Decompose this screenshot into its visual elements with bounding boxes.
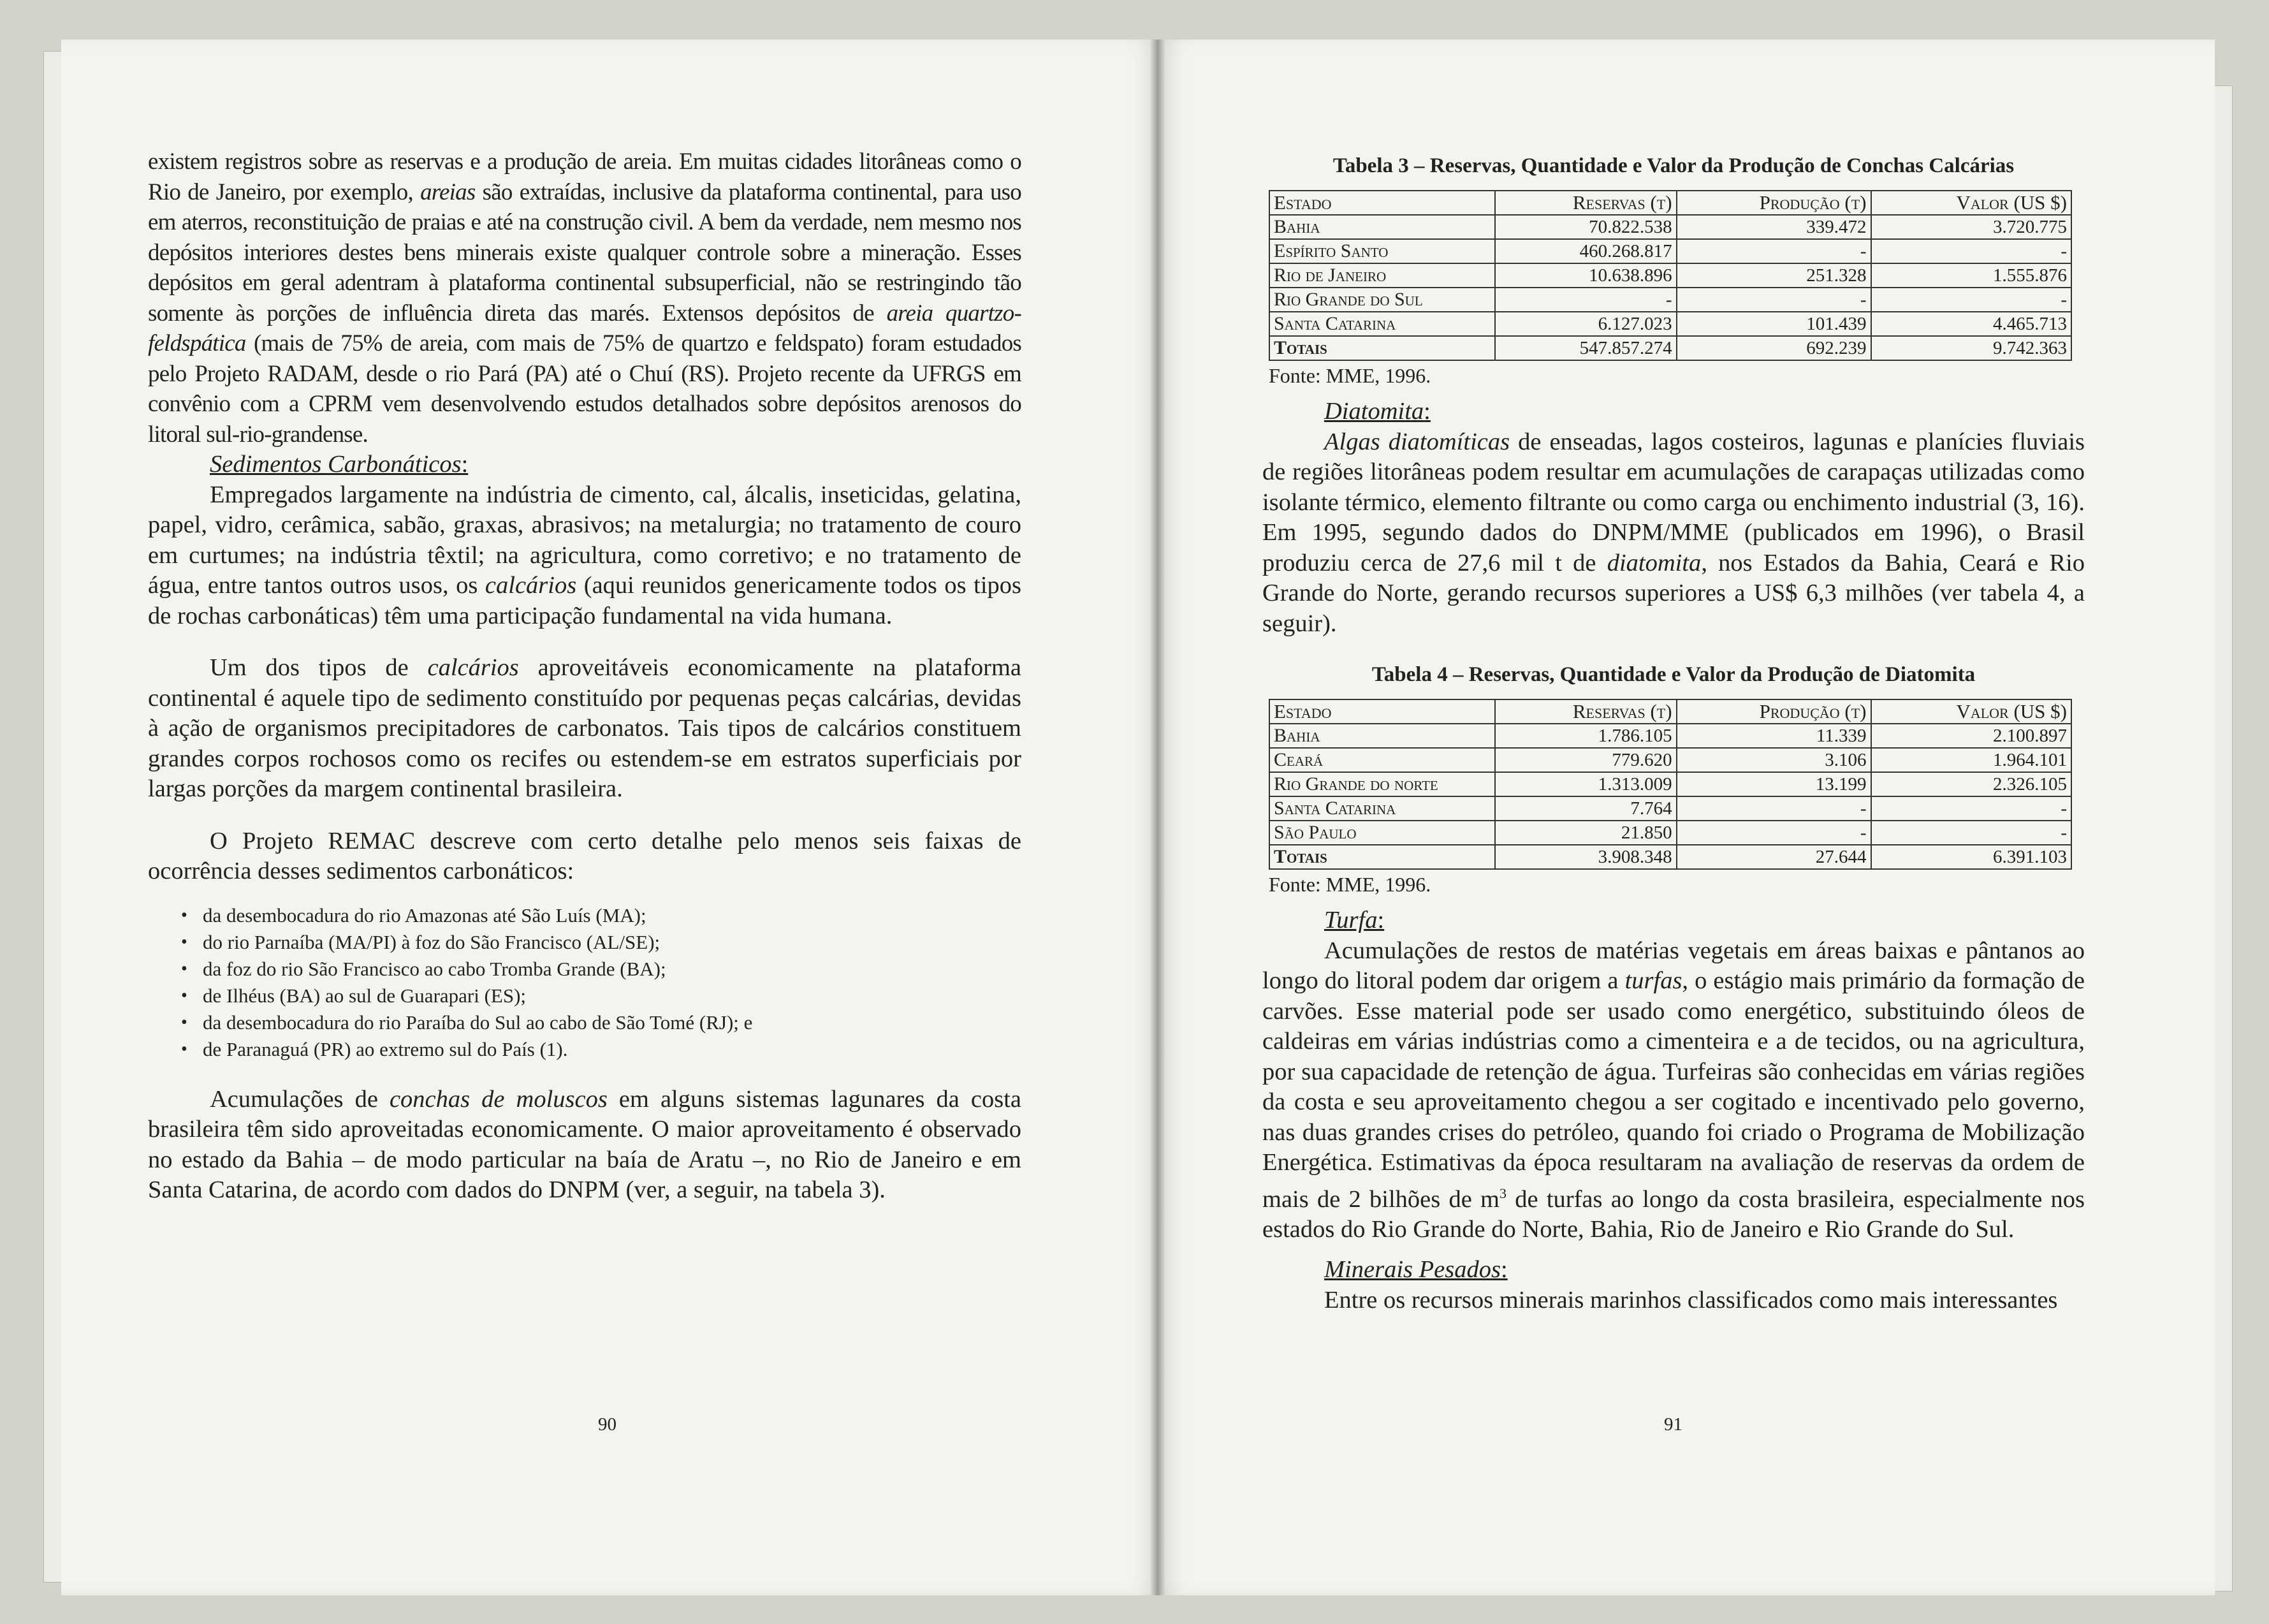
paragraph-minerais: Entre os recursos minerais marinhos classificados como mais interessantes bbox=[1324, 1286, 2058, 1313]
table-cell: - bbox=[1871, 796, 2072, 821]
table-cell: 9.742.363 bbox=[1871, 336, 2072, 360]
table-cell: 251.328 bbox=[1677, 263, 1871, 288]
heading-text: Sedimentos Carbonáticos bbox=[210, 451, 462, 478]
table-cell: 27.644 bbox=[1677, 845, 1871, 869]
text: são extraídas, inclusive da plataforma continental, para uso em aterros, reconstituição de praias e até na construção civil. A bem da verdade, nem mesmo nos depósitos interiores destes bens minerais existe qualquer controle sobre a mineração. Esses depósitos em geral adentram à plataforma continental subsuperficial, não se restringindo tão somente às porções de influência direta das marés. Extensos depósitos de bbox=[148, 179, 1021, 326]
paragraph-conchas bbox=[148, 1085, 1021, 1206]
text: existem registros sobre as reservas e a produção de areia. Em muitas cidades litorâneas como o Rio de Janeiro, por exemplo, bbox=[148, 149, 1021, 205]
text: Empregados largamente na indústria de cimento, cal, álcalis, inseticidas, gelatina, papel, vidro, cerâmica, sabão, graxas, abrasivos; na metalurgia; no tratamento de couro em curtumes; na indústria têxtil; na agricultura, como corretivo; e no tratamento de água, entre tantos outros usos, os bbox=[148, 481, 1021, 599]
list-item bbox=[148, 983, 1021, 1009]
table-cell: Santa Catarina bbox=[1269, 312, 1495, 336]
table-cell: Espírito Santo bbox=[1269, 239, 1495, 263]
column-header: Estado bbox=[1269, 699, 1495, 724]
table-cell: 1.555.876 bbox=[1871, 263, 2072, 288]
table4-diatomita bbox=[1269, 699, 2072, 870]
paragraph-diatomita bbox=[1262, 427, 2085, 640]
heading-colon: : bbox=[1377, 907, 1385, 933]
table-cell: Rio Grande do Sul bbox=[1269, 288, 1495, 312]
italic-term: calcários bbox=[485, 572, 577, 599]
table-cell: Ceará bbox=[1269, 748, 1495, 772]
table-cell: 3.908.348 bbox=[1495, 845, 1677, 869]
table-cell: - bbox=[1871, 821, 2072, 845]
italic-term: conchas de moluscos bbox=[389, 1085, 608, 1113]
table-cell: 2.326.105 bbox=[1871, 772, 2072, 796]
page-number-right: 91 bbox=[1664, 1414, 1682, 1435]
list-item-text: da foz do rio São Francisco ao cabo Tromba Grande (BA); bbox=[203, 957, 666, 980]
bullet-icon: • bbox=[181, 1012, 187, 1032]
list-item-text: do rio Parnaíba (MA/PI) à foz do São Francisco (AL/SE); bbox=[203, 930, 660, 953]
table-row bbox=[1269, 239, 2071, 263]
paragraph-empregados bbox=[148, 480, 1021, 632]
superscript: 3 bbox=[1499, 1185, 1507, 1201]
table-cell: - bbox=[1677, 239, 1871, 263]
list-item bbox=[148, 1036, 1021, 1063]
column-header: Produção (t) bbox=[1677, 699, 1871, 724]
table-cell: 1.786.105 bbox=[1495, 724, 1677, 748]
bullet-list-carbonate-zones bbox=[148, 902, 1021, 1063]
table-cell: 21.850 bbox=[1495, 821, 1677, 845]
table-cell: Totais bbox=[1269, 845, 1495, 869]
table3-title: Tabela 3 – Reservas, Quantidade e Valor da Produção de Conchas Calcárias bbox=[1332, 154, 2015, 177]
table-cell: - bbox=[1495, 288, 1677, 312]
text: aproveitáveis economicamente na plataforma continental é aquele tipo de sedimento constituído por pequenas peças calcárias, devidas à ação de organismos precipitadores de carbonatos. Tais tipos de calcários constituem grandes corpos rochosos como os recifes ou estendem-se em estratos superficiais por largas porções da margem continental brasileira. bbox=[148, 654, 1021, 802]
table-row bbox=[1269, 215, 2071, 239]
table-row bbox=[1269, 772, 2071, 796]
list-item-text: da desembocadura do rio Paraíba do Sul ao cabo de São Tomé (RJ); e bbox=[203, 1011, 753, 1034]
bullet-icon: • bbox=[181, 1039, 187, 1059]
paragraph-um-dos-tipos bbox=[148, 653, 1021, 805]
list-item bbox=[148, 902, 1021, 929]
text: de enseadas, lagos costeiros, lagunas e planícies fluviais de regiões litorâneas podem resultar em acumulações de carapaças utilizadas como isolante térmico, elemento filtrante ou como carga ou enchimento industrial (3, 16). Em 1995, segundo dados do DNPM/MME (publicados em 1996), o Brasil produziu cerca de 27,6 mil t de bbox=[1262, 428, 2085, 576]
text: Acumulações de bbox=[210, 1085, 378, 1113]
text: Acumulações de restos de matérias vegetais em áreas baixas e pântanos ao longo do litoral podem dar origem a bbox=[1262, 937, 2085, 994]
list-item bbox=[148, 929, 1021, 956]
table-cell: 11.339 bbox=[1677, 724, 1871, 748]
table-header-row bbox=[1269, 191, 2071, 215]
table-cell: 70.822.538 bbox=[1495, 215, 1677, 239]
right-page-column bbox=[1262, 153, 2085, 1315]
column-header: Produção (t) bbox=[1677, 191, 1871, 215]
bullet-icon: • bbox=[181, 985, 187, 1006]
table-cell: 339.472 bbox=[1677, 215, 1871, 239]
table3-conchas-calcarias bbox=[1269, 190, 2072, 361]
table-cell: Rio Grande do norte bbox=[1269, 772, 1495, 796]
table-cell: - bbox=[1871, 239, 2072, 263]
table-cell: São Paulo bbox=[1269, 821, 1495, 845]
table-cell: 3.106 bbox=[1677, 748, 1871, 772]
table-cell: 692.239 bbox=[1677, 336, 1871, 360]
heading-text: Diatomita bbox=[1324, 398, 1424, 425]
table-cell: - bbox=[1677, 821, 1871, 845]
section-heading-turfa bbox=[1262, 905, 2085, 936]
heading-colon: : bbox=[461, 451, 469, 478]
table-row bbox=[1269, 288, 2071, 312]
table-row bbox=[1269, 263, 2071, 288]
paragraph-intro bbox=[148, 147, 1021, 450]
column-header: Valor (US $) bbox=[1871, 191, 2072, 215]
table-cell: Totais bbox=[1269, 336, 1495, 360]
text: em alguns sistemas lagunares da costa brasileira têm sido aproveitadas economicamente. O maior aproveitamento é observado no estado da Bahia – de modo particular na baía de Aratu –, no Rio de Janeiro e em Santa Catarina, de acordo com dados do DNPM (ver, a seguir, na tabela 3). bbox=[148, 1085, 1022, 1203]
column-header: Reservas (t) bbox=[1495, 191, 1677, 215]
table-cell: Bahia bbox=[1269, 724, 1495, 748]
table-header-row bbox=[1269, 699, 2071, 724]
table-row bbox=[1269, 724, 2071, 748]
column-header: Reservas (t) bbox=[1495, 699, 1677, 724]
table-row bbox=[1269, 821, 2071, 845]
heading-colon: : bbox=[1424, 398, 1431, 425]
table-cell: 13.199 bbox=[1677, 772, 1871, 796]
column-header: Valor (US $) bbox=[1871, 699, 2072, 724]
list-item bbox=[148, 956, 1021, 983]
table-row bbox=[1269, 748, 2071, 772]
table-cell: 779.620 bbox=[1495, 748, 1677, 772]
table-cell: 101.439 bbox=[1677, 312, 1871, 336]
table-cell: 1.964.101 bbox=[1871, 748, 2072, 772]
section-heading-minerais-pesados bbox=[1262, 1255, 2085, 1285]
bullet-icon: • bbox=[181, 958, 187, 979]
text: (aqui reunidos genericamente todos os tipos de rochas carbonáticas) têm uma participação fundamental na vida humana. bbox=[148, 572, 1022, 629]
text: Um dos tipos de bbox=[210, 654, 409, 681]
heading-colon: : bbox=[1500, 1256, 1508, 1284]
table-cell: - bbox=[1871, 288, 2072, 312]
list-item-text: de Ilhéus (BA) ao sul de Guarapari (ES); bbox=[203, 984, 527, 1007]
section-heading-carbonaticos bbox=[148, 450, 1021, 480]
table-total-row bbox=[1269, 845, 2071, 869]
italic-term: turfas bbox=[1624, 967, 1682, 994]
heading-text: Minerais Pesados bbox=[1324, 1256, 1501, 1284]
table4-title: Tabela 4 – Reservas, Quantidade e Valor da Produção de Diatomita bbox=[1371, 663, 1976, 686]
table-cell: Bahia bbox=[1269, 215, 1495, 239]
table-cell: 10.638.896 bbox=[1495, 263, 1677, 288]
list-item-text: da desembocadura do rio Amazonas até São Luís (MA); bbox=[203, 903, 646, 926]
table-cell: - bbox=[1677, 796, 1871, 821]
column-header: Estado bbox=[1269, 191, 1495, 215]
section-heading-diatomita bbox=[1262, 397, 2085, 427]
table-cell: - bbox=[1677, 288, 1871, 312]
table-row bbox=[1269, 312, 2071, 336]
table-cell: 7.764 bbox=[1495, 796, 1677, 821]
table3-source: Fonte: MME, 1996. bbox=[1269, 364, 1431, 387]
list-item bbox=[148, 1009, 1021, 1036]
text: (mais de 75% de areia, com mais de 75% de quartzo e feldspato) foram estudados pelo Projeto RADAM, desde o rio Pará (PA) até o Chuí (RS). Projeto recente da UFRGS em convênio com a CPRM vem desenvolvendo estudos detalhados sobre depósitos arenosos do litoral sul-rio-grandense. bbox=[148, 330, 1021, 448]
table-cell: 2.100.897 bbox=[1871, 724, 2072, 748]
heading-text: Turfa bbox=[1324, 907, 1378, 933]
table-cell: 3.720.775 bbox=[1871, 215, 2072, 239]
table-cell: 460.268.817 bbox=[1495, 239, 1677, 263]
table4-source: Fonte: MME, 1996. bbox=[1269, 873, 1431, 896]
italic-term: areia quartzo-feldspática bbox=[148, 300, 1021, 356]
italic-term: calcários bbox=[427, 654, 519, 681]
table-cell: 6.127.023 bbox=[1495, 312, 1677, 336]
text: , o estágio mais primário da formação de carvões. Esse material pode ser usado como energético, substituindo óleos de caldeiras em várias indústrias como a cimenteira e a de tecidos, ou na agricultura, por sua capacidade de retenção de água. Turfeiras são conhecidas em várias regiões da costa e seu aproveitamento chegou a ser cogitado e incentivado pelo governo, nas duas grandes crises do petróleo, quando foi criado o Programa de Mobilização Energética. Estimativas da época resultaram na avaliação de reservas da ordem de mais de 2 bilhões de m bbox=[1262, 967, 2085, 1213]
text: de turfas ao longo da costa brasileira, especialmente nos estados do Rio Grande do Norte, Bahia, Rio de Janeiro e Rio Grande do Sul. bbox=[1262, 1185, 2085, 1243]
table-cell: 1.313.009 bbox=[1495, 772, 1677, 796]
table-cell: 4.465.713 bbox=[1871, 312, 2072, 336]
table-cell: 547.857.274 bbox=[1495, 336, 1677, 360]
book-spine bbox=[1151, 40, 1165, 1595]
italic-term: Algas diatomíticas bbox=[1324, 428, 1510, 455]
bullet-icon: • bbox=[181, 932, 187, 952]
italic-term: areias bbox=[420, 179, 476, 205]
list-item-text: de Paranaguá (PR) ao extremo sul do País (1). bbox=[203, 1037, 568, 1060]
table-cell: 6.391.103 bbox=[1871, 845, 2072, 869]
table-cell: Santa Catarina bbox=[1269, 796, 1495, 821]
table-row bbox=[1269, 796, 2071, 821]
text: , nos Estados da Bahia, Ceará e Rio Grande do Norte, gerando recursos superiores a US$ 6,3 milhões (ver tabela 4, a seguir). bbox=[1262, 549, 2085, 637]
table-total-row bbox=[1269, 336, 2071, 360]
page-number-left: 90 bbox=[598, 1414, 616, 1435]
left-page-column bbox=[148, 147, 1021, 1206]
italic-term: diatomita bbox=[1607, 549, 1702, 576]
paragraph-remac: O Projeto REMAC descreve com certo detalhe pelo menos seis faixas de ocorrência desses sedimentos carbonáticos: bbox=[148, 827, 1021, 884]
paragraph-turfa bbox=[1262, 936, 2085, 1245]
table-cell: Rio de Janeiro bbox=[1269, 263, 1495, 288]
bullet-icon: • bbox=[181, 905, 187, 925]
